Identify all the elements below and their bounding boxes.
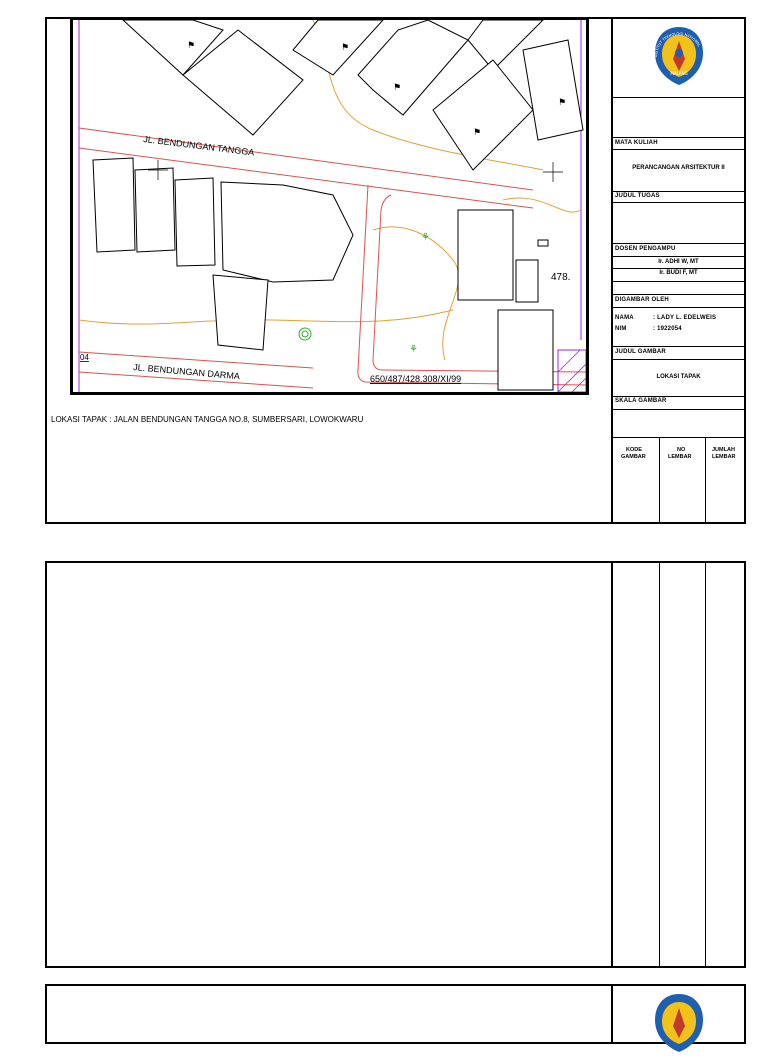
tb-divider [613, 137, 744, 138]
marker-icon: ⚑ [187, 41, 196, 51]
tb-column-divider [659, 563, 660, 966]
nama-label: NAMA [615, 315, 634, 321]
tb-divider [613, 437, 744, 438]
title-block-3 [611, 986, 744, 1042]
mata-kuliah-label: MATA KULIAH [615, 140, 658, 146]
street-label-top: JL. BENDUNGAN TANGGA [142, 134, 255, 158]
logo-city: MALANG [670, 71, 688, 76]
building [93, 158, 135, 252]
contour-line [503, 198, 581, 212]
building [213, 275, 268, 350]
building [458, 210, 513, 300]
drawing-sheet-2 [45, 561, 746, 968]
nama-value: : LADY L. EDELWEIS [653, 315, 717, 321]
logo-center [675, 49, 683, 57]
kode-label-1: KODE [626, 447, 642, 453]
building [135, 168, 175, 252]
tree-symbol-icon [302, 331, 308, 337]
street-label-bottom: JL. BENDUNGAN DARMA [132, 362, 241, 382]
tree-icon: ⚘ [409, 344, 418, 355]
marker-icon: ⚑ [393, 83, 402, 93]
marker-icon: ⚑ [473, 128, 482, 138]
judul-gambar-value: LOKASI TAPAK [656, 374, 701, 380]
jumlah-label-2: LEMBAR [712, 454, 736, 460]
tree-icon: ⚘ [421, 232, 430, 243]
building [498, 310, 553, 390]
contour-line [373, 227, 459, 360]
drawing-sheet-3 [45, 984, 746, 1044]
nim-label: NIM [615, 326, 627, 332]
tb-divider [613, 281, 744, 282]
tb-divider [613, 268, 744, 269]
side-number: 478. [551, 272, 571, 283]
marker-icon: ⚑ [341, 43, 350, 53]
jumlah-label-1: JUMLAH [712, 447, 735, 453]
edge-number: 04 [80, 353, 89, 362]
building [433, 60, 533, 170]
survey-cross-icon [543, 162, 563, 182]
road-edge [79, 352, 313, 368]
tb-divider [613, 191, 744, 192]
parcel-code: 650/487/428.308/XI/99 [370, 374, 462, 384]
building [221, 182, 353, 282]
tb-divider [613, 149, 744, 150]
title-block [611, 19, 744, 522]
building [523, 40, 583, 140]
drawing-sheet-1 [45, 17, 746, 524]
building [516, 260, 538, 302]
tb-column-divider [659, 437, 660, 522]
tb-column-divider [705, 563, 706, 966]
tree-symbol-icon [299, 328, 311, 340]
judul-tugas-label: JUDUL TUGAS [615, 193, 660, 199]
nim-value: : 1922054 [653, 326, 682, 332]
tb-divider [613, 243, 744, 244]
digambar-label: DIGAMBAR OLEH [615, 297, 669, 303]
kode-label-2: GAMBAR [621, 454, 646, 460]
tb-divider [613, 359, 744, 360]
dosen-2: Ir. BUDI F, MT [659, 270, 698, 276]
tb-divider [613, 307, 744, 308]
mata-kuliah-value: PERANCANGAN ARSITEKTUR II [632, 165, 725, 171]
tb-divider [613, 97, 744, 98]
hatched-area [558, 350, 586, 392]
building [175, 178, 215, 266]
no-label-2: LEMBAR [668, 454, 692, 460]
tb-divider [613, 294, 744, 295]
dosen-1: Ir. ADHI W, MT [658, 259, 699, 265]
hatch-line [558, 350, 580, 372]
tb-divider [613, 409, 744, 410]
tb-column-divider [705, 437, 706, 522]
no-label-1: NO [677, 447, 686, 453]
tb-divider [613, 346, 744, 347]
site-map [70, 17, 589, 395]
institution-logo-icon [649, 25, 709, 92]
building [538, 240, 548, 246]
judul-gambar-label: JUDUL GAMBAR [615, 349, 666, 355]
institution-logo-icon [649, 992, 709, 1059]
title-block-2 [611, 563, 744, 966]
marker-icon: ⚑ [558, 98, 567, 108]
skala-label: SKALA GAMBAR [615, 398, 667, 404]
tb-divider [613, 396, 744, 397]
location-caption: LOKASI TAPAK : JALAN BENDUNGAN TANGGA NO.8, SUMBERSARI, LOWOKWARU [51, 415, 364, 424]
dosen-label: DOSEN PENGAMPU [615, 246, 676, 252]
tb-divider [613, 256, 744, 257]
logo-ring-text: INSTITUT TEKNOLOGI NASIONAL [653, 31, 702, 58]
site-map-drawing [73, 20, 586, 392]
tb-divider [613, 202, 744, 203]
